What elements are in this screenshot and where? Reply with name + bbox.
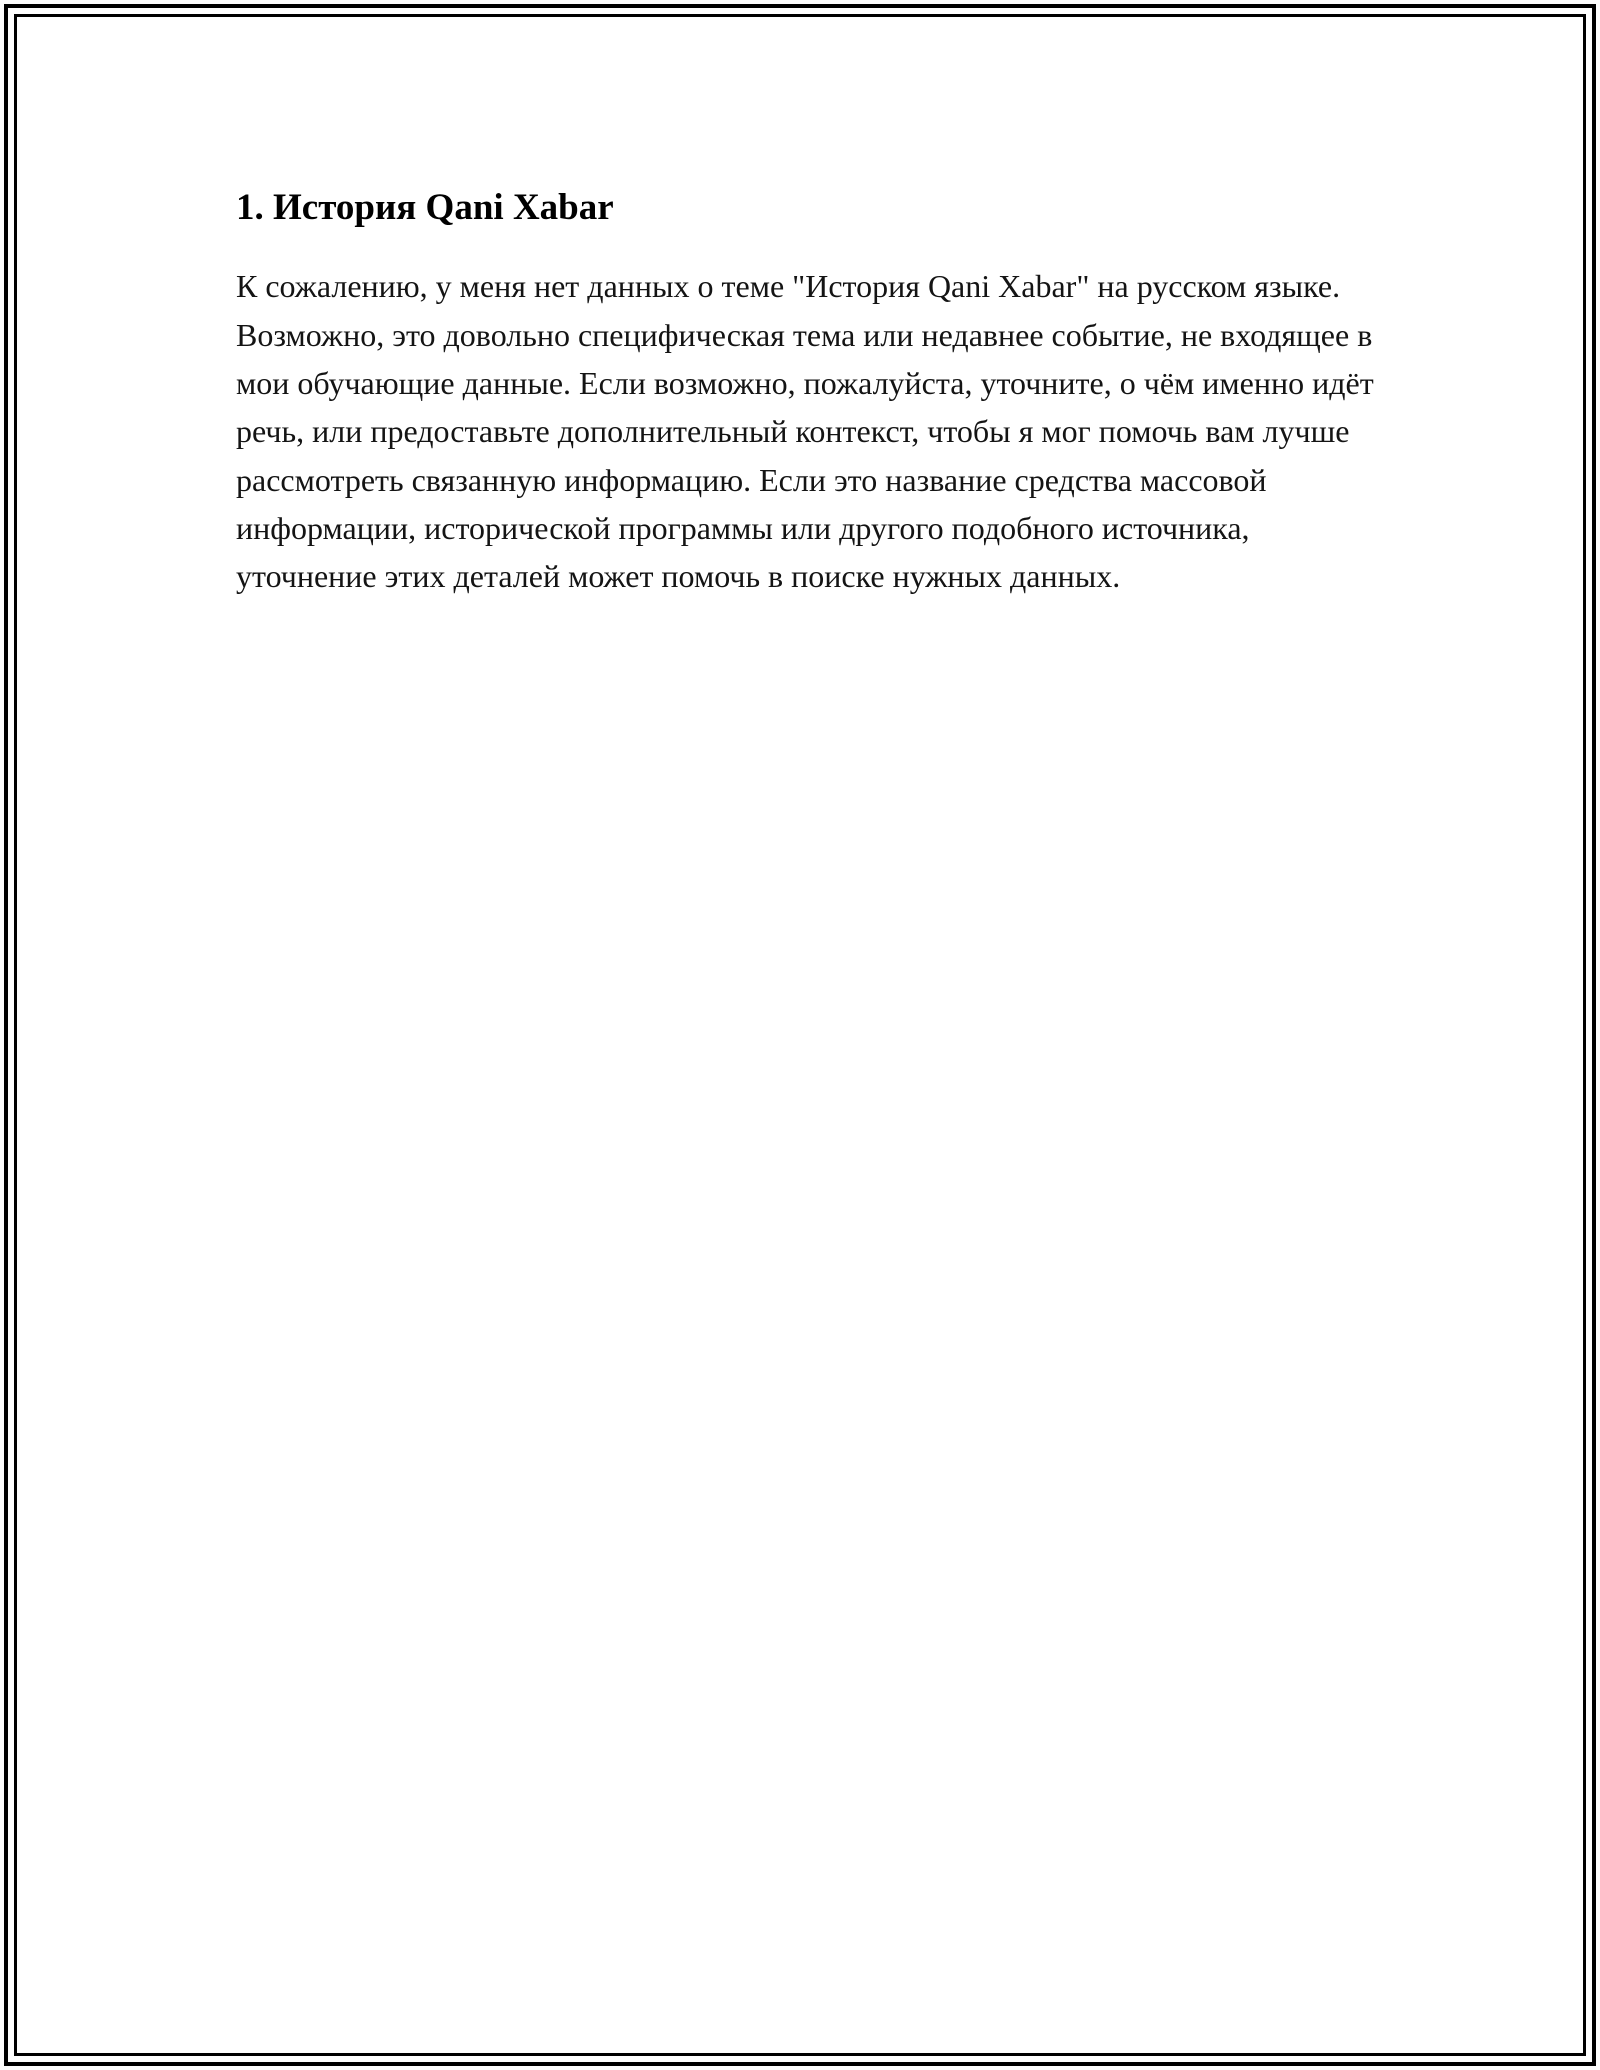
section-paragraph: К сожалению, у меня нет данных о теме "История Qani Xabar" на русском языке. Возможно, это довольно специфическая тема или недавнее событие, не входящее в мои обучающие данные. Если возможно, пожалуйста, уточните, о чём именно идёт речь, или предоставьте дополнительный контекст, чтобы я мог помочь вам лучше рассмотреть связанную информацию. Если это название средства массовой информации, исторической программы или другого подобного источника, уточнение этих деталей может помочь в поиске нужных данных. bbox=[236, 268, 1374, 595]
section-heading: 1. История Qani Xabar bbox=[236, 187, 614, 228]
document-content bbox=[236, 186, 1376, 600]
